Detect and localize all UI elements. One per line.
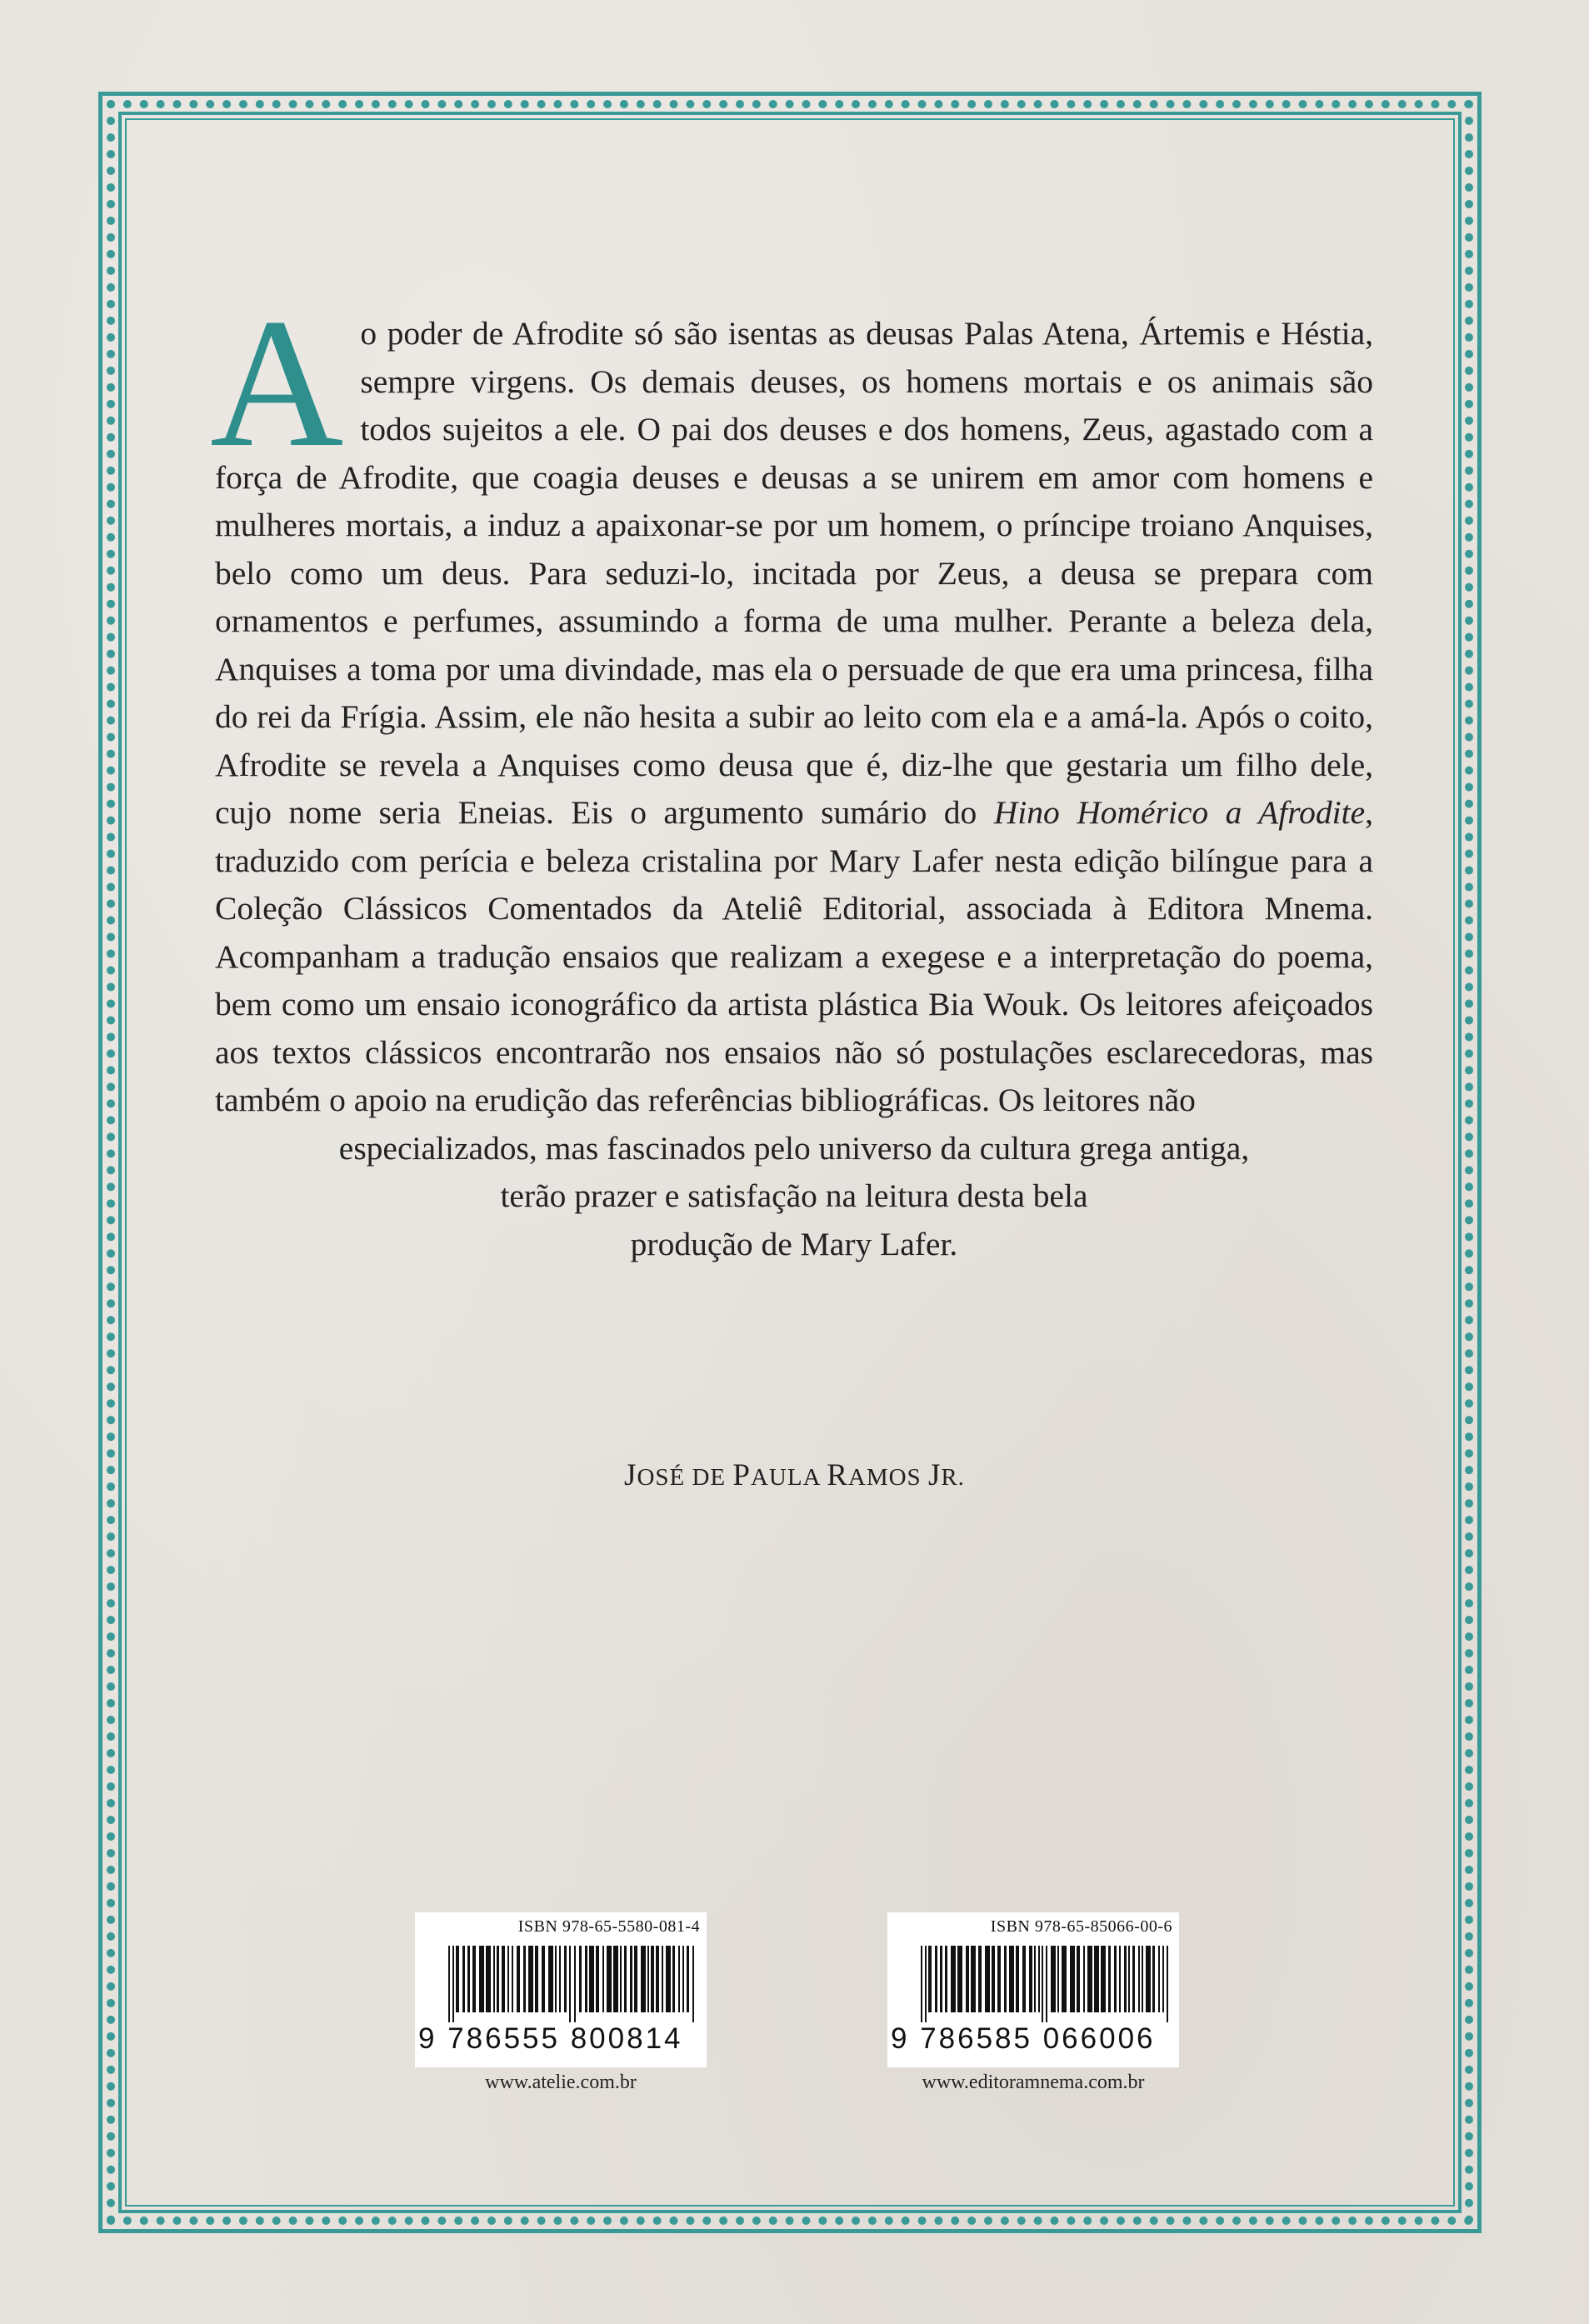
barcode-bar (1042, 1946, 1043, 2022)
barcode-bar (548, 1946, 553, 2012)
barcode-digits-left: 9 786555 800814 (418, 2022, 683, 2055)
barcode-bar (656, 1946, 659, 2012)
barcode-bar (1029, 1946, 1032, 2012)
barcode-bar (1119, 1946, 1121, 2012)
barcode-bar (1070, 1946, 1075, 2012)
barcode-bar (1152, 1946, 1155, 2012)
barcode-bar (921, 1946, 922, 2022)
barcode-bar (1083, 1946, 1085, 2012)
barcode-bar (479, 1946, 484, 2012)
blurb-centered-line-3: produção de Mary Lafer. (630, 1225, 958, 1262)
barcode-bar (613, 1946, 618, 2012)
barcode-bar (585, 1946, 587, 2012)
barcode-bar (1108, 1946, 1111, 2012)
barcode-bar (502, 1946, 505, 2012)
barcode-bar (662, 1946, 663, 2012)
barcode-bar (472, 1946, 476, 2012)
blurb-centered-line-1: especializados, mas fascinados pelo universo da cultura grega antiga, (338, 1129, 1250, 1167)
barcode-bar (1167, 1946, 1168, 2022)
barcode-bars-left (448, 1946, 698, 2022)
barcode-bar (928, 1946, 932, 2012)
barcode-bar (1158, 1946, 1160, 2012)
barcode-bars-right (921, 1946, 1171, 2022)
blurb-second-part: , traduzido com perícia e beleza cristalina por Mary Lafer nesta edição bilíngue para a Coleção Clássicos Comentados da Ateliê Editorial, associada à Editora Mnema. Acompanham a tradução ensaios que realizam a exegese e a interpretação do poema, bem como um ensaio iconográfico da artista plástica Bia Wouk. Os leitores afeiçoados aos textos clássicos encontrarão nos ensaios não só postulações esclarecedoras, mas também o apoio na erudição das referências bibliográficas. Os leitores não (215, 794, 1373, 1118)
barcode-bar (462, 1946, 465, 2012)
isbn-barcode-right (887, 1912, 1179, 2067)
barcode-bar (682, 1946, 684, 2012)
barcode-bar (1016, 1946, 1019, 2012)
barcode-bar (630, 1946, 632, 2012)
barcode-bar (945, 1946, 947, 2012)
barcode-bar (678, 1946, 680, 2012)
barcode-bar (624, 1946, 627, 2012)
barcode-bar (1101, 1946, 1106, 2012)
barcode-bar (971, 1946, 976, 2012)
barcode-bar (579, 1946, 582, 2012)
barcode-bar (935, 1946, 937, 2012)
barcode-bar (966, 1946, 969, 2012)
barcode-bar (641, 1946, 646, 2012)
barcode-bar (589, 1946, 594, 2012)
barcode-bar (535, 1946, 538, 2012)
barcode-bar (574, 1946, 576, 2022)
barcode-bar (1038, 1946, 1040, 2012)
barcode-bar (672, 1946, 675, 2012)
barcode-bar (925, 1946, 927, 2022)
barcode-bar (559, 1946, 561, 2012)
barcode-bar (456, 1946, 459, 2012)
barcode-bar (497, 1946, 499, 2012)
barcode-bar (1162, 1946, 1164, 2012)
barcode-bar (1077, 1946, 1080, 2012)
barcode-bar (542, 1946, 545, 2012)
barcode-bar (692, 1946, 694, 2022)
barcode-bar (647, 1946, 649, 2012)
barcode-bar (486, 1946, 491, 2012)
isbn-label-left: ISBN 978-65-5580-081-4 (517, 1917, 700, 1936)
barcode-bar (978, 1946, 982, 2012)
barcode-bar (985, 1946, 990, 2012)
barcode-bar (620, 1946, 622, 2012)
barcode-bar (596, 1946, 599, 2012)
barcode-bar (493, 1946, 495, 2012)
publisher-url-right[interactable]: www.editoramnema.com.br (922, 2072, 1145, 2093)
barcode-bar (569, 1946, 571, 2022)
barcode-bar (1138, 1946, 1140, 2012)
barcode-bar (1022, 1946, 1026, 2012)
drop-cap: A (210, 281, 344, 486)
barcode-bar (1094, 1946, 1099, 2012)
barcode-bar (1046, 1946, 1047, 2022)
publisher-url-left[interactable]: www.atelie.com.br (485, 2072, 637, 2093)
blurb-first-part: o poder de Afrodite só são isentas as deusas Palas Atena, Ártemis e Héstia, sempre virgens. Os demais deuses, os homens mortais e os animais são todos sujeitos a ele. O pai dos deuses e dos homens, Zeus, agastado com a força de Afrodite, que coagia deuses e deusas a se unirem em amor com homens e mulheres mortais, a induz a apaixonar-se por um homem, o príncipe troiano Anquises, belo como um deus. Para seduzi-lo, incitada por Zeus, a deusa se prepara com ornamentos e perfumes, assumindo a forma de uma mulher. Perante a beleza dela, Anquises a toma por uma divindade, mas ela o persuade de que era uma princesa, filha do rei da Frígia. Assim, ele não hesita a subir ao leito com ela e a amá-la. Após o coito, Afrodite se revela a Anquises como deusa que é, diz-lhe que gestaria um filho dele, cujo nome seria Eneias. Eis o argumento sumário do (215, 315, 1373, 831)
barcode-bar (1087, 1946, 1092, 2012)
barcode-bar (1062, 1946, 1067, 2012)
barcode-bar (951, 1946, 956, 2012)
barcode-bar (1146, 1946, 1151, 2012)
barcode-bar (517, 1946, 520, 2012)
book-title-italic: Hino Homérico a Afrodite (993, 794, 1366, 831)
barcode-bar (1009, 1946, 1014, 2012)
barcode-bar (687, 1946, 689, 2012)
barcode-bar (957, 1946, 962, 2012)
barcode-bar (1124, 1946, 1127, 2012)
barcode-bar (507, 1946, 509, 2012)
barcode-bar (602, 1946, 604, 2012)
barcode-bar (1132, 1946, 1135, 2012)
barcode-bar (523, 1946, 526, 2012)
barcode-bar (512, 1946, 513, 2012)
barcode-bar (1114, 1946, 1117, 2012)
barcode-bar (1128, 1946, 1130, 2012)
barcode-bar (448, 1946, 450, 2022)
barcode-bar (1057, 1946, 1059, 2012)
barcode-bar (1051, 1946, 1056, 2012)
barcode-bar (992, 1946, 995, 2012)
barcode-bar (1004, 1946, 1007, 2012)
blurb-centered-line-2: terão prazer e satisfação na leitura desta bela (500, 1177, 1088, 1214)
barcode-bar (1034, 1946, 1036, 2012)
barcode-bar (940, 1946, 942, 2012)
barcode-bar (607, 1946, 612, 2012)
barcode-bar (528, 1946, 533, 2012)
barcode-bar (467, 1946, 470, 2012)
barcode-bar (1142, 1946, 1143, 2012)
isbn-label-right: ISBN 978-65-85066-00-6 (990, 1917, 1172, 1936)
barcode-digits-right: 9 786585 066006 (891, 2022, 1156, 2055)
blurb-text (210, 281, 1373, 1268)
barcode-bar (634, 1946, 637, 2012)
barcode-bar (997, 1946, 1001, 2012)
author-signature: JOSÉ DE PAULA RAMOS JR. (624, 1458, 965, 1492)
blurb-paragraph (210, 281, 1373, 1125)
isbn-barcode-left (415, 1912, 707, 2067)
barcode-bar (666, 1946, 671, 2012)
barcode-bar (564, 1946, 567, 2012)
barcode-bar (452, 1946, 454, 2022)
barcode-bar (651, 1946, 654, 2012)
barcode-bar (555, 1946, 557, 2012)
